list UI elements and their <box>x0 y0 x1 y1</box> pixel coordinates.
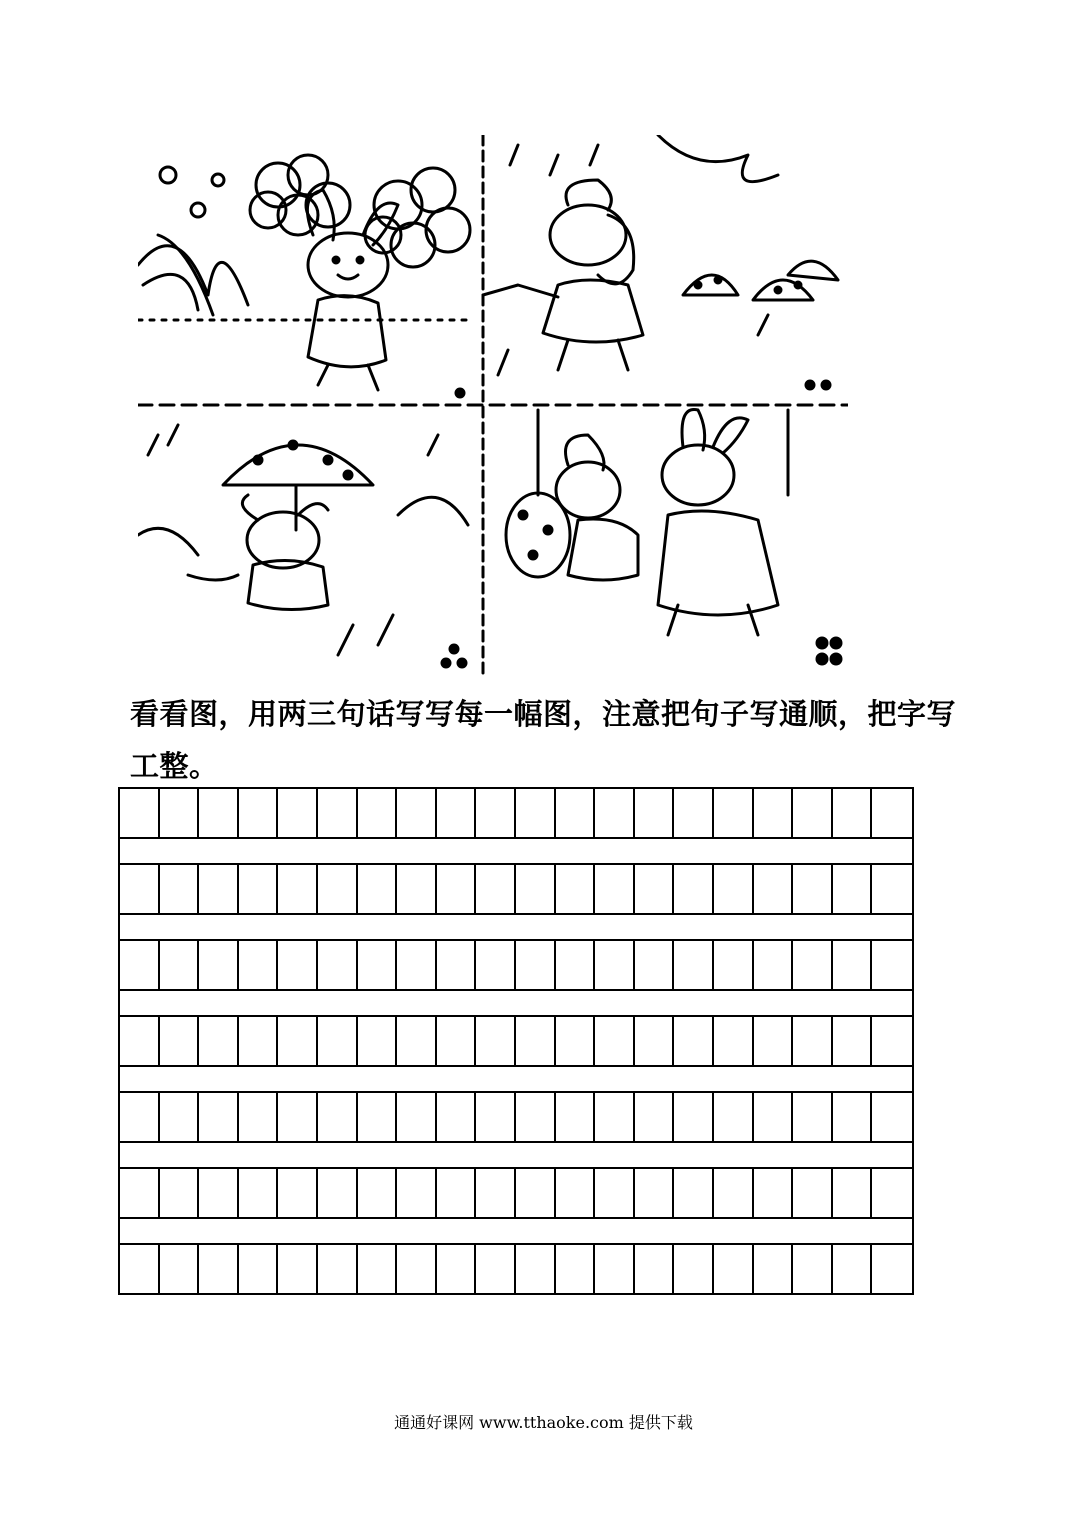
grid-cell[interactable] <box>476 789 516 837</box>
grid-cell[interactable] <box>595 1093 635 1141</box>
grid-cell[interactable] <box>358 865 398 913</box>
grid-cell[interactable] <box>714 1093 754 1141</box>
grid-cell[interactable] <box>516 1245 556 1293</box>
grid-cell[interactable] <box>595 941 635 989</box>
grid-cell[interactable] <box>516 789 556 837</box>
grid-cell[interactable] <box>833 865 873 913</box>
grid-cell[interactable] <box>160 1093 200 1141</box>
grid-cell[interactable] <box>714 865 754 913</box>
grid-cell[interactable] <box>714 1169 754 1217</box>
grid-cell[interactable] <box>318 865 358 913</box>
grid-cell[interactable] <box>199 1245 239 1293</box>
grid-cell[interactable] <box>635 1093 675 1141</box>
grid-cell[interactable] <box>239 941 279 989</box>
grid-cell[interactable] <box>278 1245 318 1293</box>
comic-illustration <box>138 135 848 675</box>
grid-cell[interactable] <box>714 789 754 837</box>
grid-cell[interactable] <box>833 1245 873 1293</box>
grid-cell[interactable] <box>872 941 912 989</box>
panel-3-marker-a <box>442 659 450 667</box>
grid-cell[interactable] <box>556 1245 596 1293</box>
panel-2-scene <box>483 135 838 375</box>
grid-cell[interactable] <box>397 1093 437 1141</box>
grid-cell[interactable] <box>397 1017 437 1065</box>
grid-cell[interactable] <box>199 865 239 913</box>
grid-cell[interactable] <box>674 1017 714 1065</box>
grid-cell[interactable] <box>754 1169 794 1217</box>
grid-cell[interactable] <box>754 865 794 913</box>
panel-4-marker-c <box>817 654 827 664</box>
grid-cell[interactable] <box>239 1017 279 1065</box>
grid-cell[interactable] <box>199 1017 239 1065</box>
grid-cell[interactable] <box>872 1093 912 1141</box>
grid-cell[interactable] <box>595 1017 635 1065</box>
grid-cell[interactable] <box>199 789 239 837</box>
grid-cell[interactable] <box>635 1169 675 1217</box>
grid-row-gap <box>118 1143 914 1167</box>
grid-cell[interactable] <box>239 1169 279 1217</box>
grid-row <box>118 1015 914 1067</box>
grid-row <box>118 1091 914 1143</box>
grid-cell[interactable] <box>437 789 477 837</box>
grid-cell[interactable] <box>635 789 675 837</box>
grid-cell[interactable] <box>160 789 200 837</box>
writing-grid[interactable] <box>118 787 914 1295</box>
grid-cell[interactable] <box>358 1169 398 1217</box>
grid-cell[interactable] <box>476 1017 516 1065</box>
grid-cell[interactable] <box>239 1245 279 1293</box>
panel-4-scene <box>506 409 788 635</box>
grid-cell[interactable] <box>595 1245 635 1293</box>
grid-cell[interactable] <box>476 865 516 913</box>
grid-cell[interactable] <box>318 1169 358 1217</box>
grid-cell[interactable] <box>674 865 714 913</box>
grid-cell[interactable] <box>833 1169 873 1217</box>
grid-cell[interactable] <box>556 1017 596 1065</box>
grid-cell[interactable] <box>358 789 398 837</box>
panel-4-marker-b <box>831 638 841 648</box>
grid-cell[interactable] <box>714 1017 754 1065</box>
grid-cell[interactable] <box>872 1017 912 1065</box>
grid-cell[interactable] <box>556 1093 596 1141</box>
panel-2-marker-a <box>806 381 814 389</box>
panel-3-marker-b <box>458 659 466 667</box>
grid-cell[interactable] <box>120 1169 160 1217</box>
grid-cell[interactable] <box>278 865 318 913</box>
grid-cell[interactable] <box>199 1093 239 1141</box>
grid-cell[interactable] <box>793 1017 833 1065</box>
grid-row <box>118 939 914 991</box>
grid-cell[interactable] <box>160 1245 200 1293</box>
grid-cell[interactable] <box>674 1093 714 1141</box>
grid-cell[interactable] <box>556 865 596 913</box>
grid-cell[interactable] <box>239 789 279 837</box>
grid-cell[interactable] <box>120 1093 160 1141</box>
grid-cell[interactable] <box>318 1245 358 1293</box>
grid-cell[interactable] <box>476 1169 516 1217</box>
grid-cell[interactable] <box>120 1017 160 1065</box>
grid-row <box>118 1243 914 1295</box>
grid-cell[interactable] <box>714 941 754 989</box>
grid-row-gap <box>118 1067 914 1091</box>
grid-cell[interactable] <box>754 789 794 837</box>
grid-cell[interactable] <box>793 789 833 837</box>
grid-cell[interactable] <box>793 1093 833 1141</box>
grid-cell[interactable] <box>516 1017 556 1065</box>
panel-4-marker-d <box>831 654 841 664</box>
grid-cell[interactable] <box>160 1017 200 1065</box>
grid-cell[interactable] <box>476 1093 516 1141</box>
grid-row <box>118 787 914 839</box>
grid-cell[interactable] <box>635 1017 675 1065</box>
grid-cell[interactable] <box>833 789 873 837</box>
footer-text: 通通好课网 www.tthaoke.com 提供下载 <box>394 1413 693 1432</box>
grid-row-gap <box>118 1219 914 1243</box>
grid-cell[interactable] <box>358 1017 398 1065</box>
grid-cell[interactable] <box>714 1245 754 1293</box>
grid-cell[interactable] <box>476 941 516 989</box>
grid-cell[interactable] <box>556 789 596 837</box>
grid-cell[interactable] <box>437 1093 477 1141</box>
grid-cell[interactable] <box>239 1093 279 1141</box>
grid-cell[interactable] <box>278 1169 318 1217</box>
grid-cell[interactable] <box>833 1093 873 1141</box>
grid-cell[interactable] <box>318 941 358 989</box>
grid-cell[interactable] <box>556 941 596 989</box>
grid-cell[interactable] <box>833 941 873 989</box>
grid-cell[interactable] <box>635 941 675 989</box>
grid-cell[interactable] <box>199 1169 239 1217</box>
grid-cell[interactable] <box>595 789 635 837</box>
grid-cell[interactable] <box>595 1169 635 1217</box>
grid-cell[interactable] <box>754 1017 794 1065</box>
grid-cell[interactable] <box>516 865 556 913</box>
panel-1-marker <box>456 389 464 397</box>
grid-cell[interactable] <box>397 789 437 837</box>
grid-cell[interactable] <box>556 1169 596 1217</box>
grid-row-gap <box>118 839 914 863</box>
grid-row-gap <box>118 915 914 939</box>
grid-cell[interactable] <box>754 941 794 989</box>
grid-cell[interactable] <box>358 941 398 989</box>
grid-cell[interactable] <box>358 1093 398 1141</box>
grid-cell[interactable] <box>872 789 912 837</box>
grid-cell[interactable] <box>239 865 279 913</box>
grid-cell[interactable] <box>437 1017 477 1065</box>
grid-cell[interactable] <box>635 1245 675 1293</box>
grid-cell[interactable] <box>318 1093 358 1141</box>
grid-cell[interactable] <box>674 1169 714 1217</box>
panel-3-marker-c <box>450 645 458 653</box>
panel-4-marker-a <box>817 638 827 648</box>
grid-cell[interactable] <box>278 1017 318 1065</box>
grid-cell[interactable] <box>872 1245 912 1293</box>
grid-cell[interactable] <box>516 941 556 989</box>
grid-row <box>118 1167 914 1219</box>
grid-cell[interactable] <box>754 1245 794 1293</box>
grid-cell[interactable] <box>674 1245 714 1293</box>
grid-cell[interactable] <box>278 941 318 989</box>
grid-cell[interactable] <box>437 1245 477 1293</box>
grid-cell[interactable] <box>437 865 477 913</box>
grid-cell[interactable] <box>160 1169 200 1217</box>
grid-cell[interactable] <box>754 1093 794 1141</box>
instruction-text: 看看图，用两三句话写写每一幅图，注意把句子写通顺，把字写工整。 <box>130 697 957 783</box>
grid-cell[interactable] <box>278 1093 318 1141</box>
grid-cell[interactable] <box>793 1169 833 1217</box>
grid-cell[interactable] <box>872 1169 912 1217</box>
grid-cell[interactable] <box>358 1245 398 1293</box>
grid-cell[interactable] <box>397 941 437 989</box>
grid-cell[interactable] <box>793 865 833 913</box>
grid-cell[interactable] <box>318 1017 358 1065</box>
grid-cell[interactable] <box>278 789 318 837</box>
grid-cell[interactable] <box>674 941 714 989</box>
grid-cell[interactable] <box>318 789 358 837</box>
grid-cell[interactable] <box>595 865 635 913</box>
grid-cell[interactable] <box>397 1169 437 1217</box>
grid-cell[interactable] <box>674 789 714 837</box>
grid-cell[interactable] <box>516 1169 556 1217</box>
panel-1-scene <box>138 155 470 390</box>
grid-cell[interactable] <box>872 865 912 913</box>
grid-cell[interactable] <box>793 941 833 989</box>
grid-row-gap <box>118 991 914 1015</box>
grid-cell[interactable] <box>437 941 477 989</box>
grid-cell[interactable] <box>120 789 160 837</box>
grid-cell[interactable] <box>833 1017 873 1065</box>
grid-cell[interactable] <box>199 941 239 989</box>
panel-3-scene <box>138 425 468 655</box>
grid-cell[interactable] <box>120 865 160 913</box>
grid-cell[interactable] <box>120 941 160 989</box>
grid-cell[interactable] <box>437 1169 477 1217</box>
grid-cell[interactable] <box>160 941 200 989</box>
grid-row <box>118 863 914 915</box>
panel-2-marker-b <box>822 381 830 389</box>
grid-cell[interactable] <box>397 1245 437 1293</box>
grid-cell[interactable] <box>397 865 437 913</box>
grid-cell[interactable] <box>120 1245 160 1293</box>
grid-cell[interactable] <box>476 1245 516 1293</box>
grid-cell[interactable] <box>160 865 200 913</box>
grid-cell[interactable] <box>516 1093 556 1141</box>
grid-cell[interactable] <box>635 865 675 913</box>
grid-cell[interactable] <box>793 1245 833 1293</box>
